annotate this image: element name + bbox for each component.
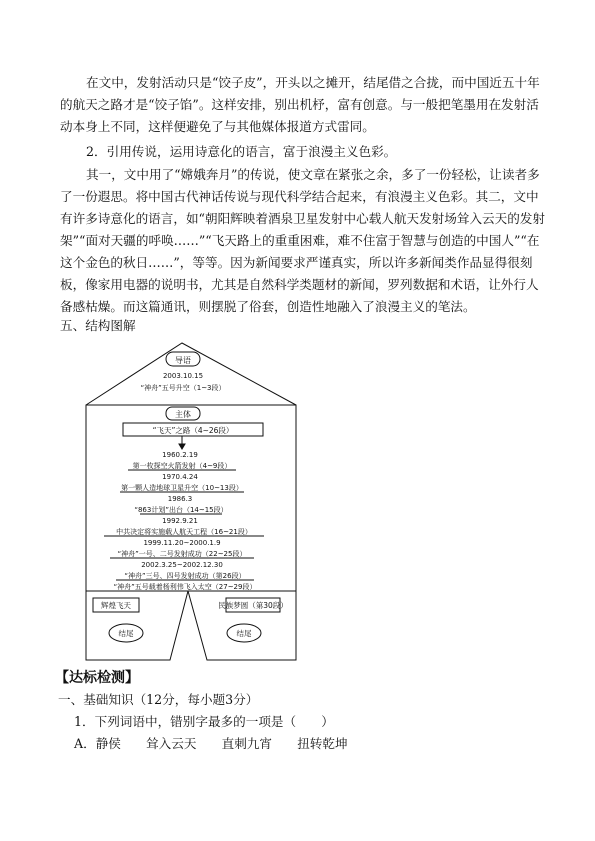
basic-knowledge-heading: 一、基础知识（12分，每小题3分）	[58, 692, 259, 707]
timeline-item: 1970.4.24	[162, 473, 198, 481]
left-leg-label: 辉煌飞天	[101, 601, 131, 610]
timeline-item: “神舟”一号、二号发射成功（22~25段）	[117, 550, 247, 558]
timeline-item: “神舟”五号载着杨利伟飞入太空（27~29段）	[113, 583, 257, 591]
timeline-item: 1960.2.19	[162, 451, 198, 459]
left-end-label: 结尾	[118, 629, 134, 638]
timeline-item: 第一枚探空火箭发射（4~9段）	[132, 462, 232, 470]
intro-desc: “神舟”五号升空（1~3段）	[140, 384, 226, 392]
timeline-item: 2002.3.25~2002.12.30	[141, 561, 223, 569]
right-leg-label: 民族梦圆（第30段）	[218, 601, 288, 610]
test-section-title: 【达标检测】	[55, 670, 139, 686]
body-box-label: 主体	[175, 410, 191, 419]
point-2-heading: 2．引用传说，运用诗意化的语言，富于浪漫主义色彩。	[86, 144, 397, 159]
intro-date: 2003.10.15	[162, 372, 204, 380]
timeline-item: 第一颗人造地球卫星升空（10~13段）	[121, 484, 243, 492]
intro-box-label: 导语	[175, 356, 191, 365]
timeline-item: 中共决定将实施载人航天工程（16~21段）	[116, 528, 252, 536]
timeline-item: 1999.11.20~2000.1.9	[143, 539, 221, 547]
question-1-option-a: A．静侯 耸入云天 直刺九宵 扭转乾坤	[74, 736, 348, 751]
timeline-item: 1986.3	[167, 495, 193, 503]
paragraph-romanticism: 其一，文中用了“嫦娥奔月”的传说，使文章在紧张之余，多了一份轻松，让读者多了一份遐思。将中国古代神话传说与现代科学结合起来，有浪漫主义色彩。其二，文中有许多诗意化的语言，如“朝阳辉映着酒泉卫星发射中心载人航天发射场耸入云天的发射架”“面对天疆的呼唤……”“飞天路上的重重困难，难不住富于智慧与创造的中国人”“在这个金色的秋日……”，等等。因为新闻要求严谨真实，所以许多新闻类作品显得很刻板，像家用电器的说明书，尤其是自然科学类题材的新闻，罗列数据和术语，让外行人备感枯燥。而这篇通讯，则摆脱了俗套，创造性地融入了浪漫主义的笔法。	[60, 167, 546, 314]
timeline-item: “神舟”三号、四号发射成功（第26段）	[124, 572, 246, 580]
timeline-arrowhead	[179, 444, 185, 449]
paragraph-dumpling-structure: 在文中，发射活动只是“饺子皮”，开头以之摊开，结尾借之合拢，而中国近五十年的航天之路才是“饺子馅”。这样安排，别出机杼，富有创意。与一般把笔墨用在发射活动本身上不同，这样便避免了与其他媒体报道方式雷同。	[60, 75, 540, 134]
section-5-title: 五、结构图解	[60, 318, 136, 333]
timeline-item: 1992.9.21	[162, 517, 198, 525]
right-end-label: 结尾	[236, 629, 252, 638]
body-title: “飞天”之路（4~26段）	[152, 426, 234, 435]
question-1: 1．下列词语中，错别字最多的一项是（ ）	[74, 714, 334, 729]
timeline-item: “863计划”出台（14~15段）	[134, 506, 228, 514]
